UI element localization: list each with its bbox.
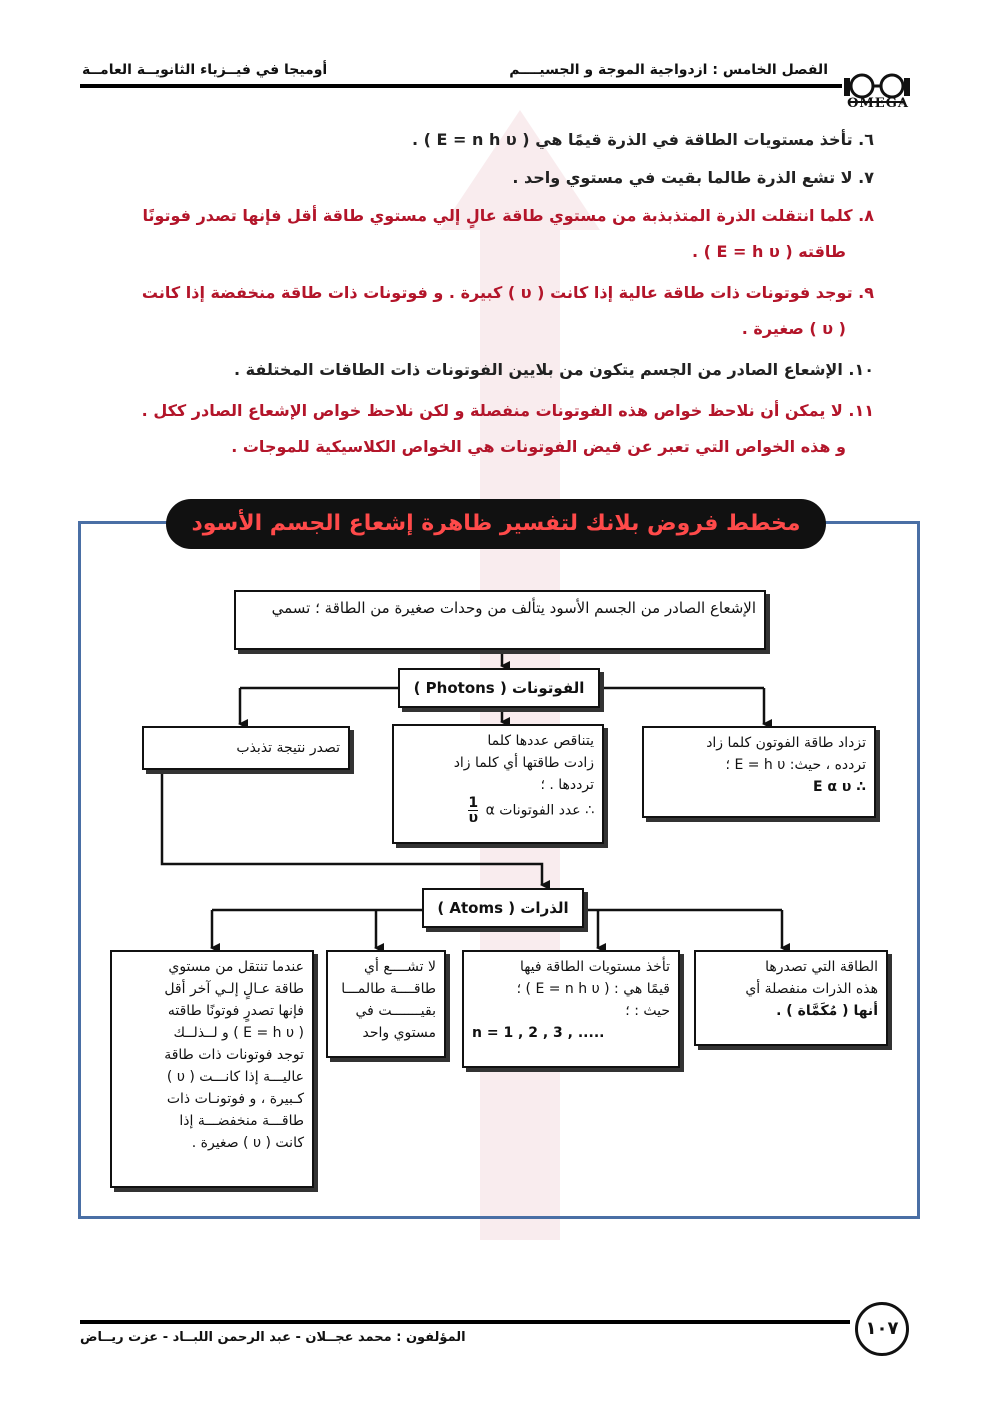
item-8: ٨. كلما انتقلت الذرة المتذبذبة من مستوي طاقة عالٍ إلي مستوي طاقة أقل فإنها تصدر فوتونًا — [142, 206, 874, 225]
fraction-denominator: υ — [468, 810, 479, 826]
atoms-node: الذرات ( Atoms ) — [422, 888, 584, 928]
atom-no-radiation-box — [326, 950, 446, 1058]
photon-energy-line3: ∴ E α υ — [812, 779, 866, 795]
item-9: ٩. توجد فوتونات ذات طاقة عالية إذا كانت ( υ ) كبيرة . و فوتونات ذات طاقة منخفضة إذا كانت — [141, 283, 874, 302]
item-7: ٧. لا تشع الذرة طالما بقيت في مستوي واحد . — [512, 168, 874, 187]
fraction — [468, 796, 478, 825]
atom-transition-line6: عاليـــة إذا كانـــت ( υ ) — [166, 1069, 304, 1085]
item-11-cont: و هذه الخواص التي تعبر عن فيض الفوتونات هي الخواص الكلاسيكية للموجات . — [231, 437, 846, 456]
atom-levels-box — [462, 950, 680, 1068]
photon-count-line4: ∴ عدد الفوتونات α — [485, 802, 594, 819]
atom-no-radiation-line4: مستوي واحد — [362, 1025, 436, 1041]
atom-levels-line3: حيث : ؛ — [625, 1003, 670, 1019]
photon-energy-line1: تزداد طاقة الفوتون كلما زاد — [706, 735, 866, 751]
atom-transition-line4: ( E = h υ ) و لــذلــك — [173, 1025, 304, 1041]
fraction-numerator: 1 — [468, 795, 479, 811]
atom-no-radiation-line2: طاقــــة طالمـــا — [341, 981, 436, 997]
photon-count-box — [392, 724, 604, 844]
logo-text: OMEGA — [847, 96, 909, 111]
atom-levels-line1: تأخذ مستويات الطاقة فيها — [519, 959, 670, 975]
atom-transition-line5: توجد فوتونات ذات طاقة — [164, 1047, 304, 1063]
photon-count-line1: يتناقص عددها كلما — [487, 733, 594, 749]
atom-no-radiation-line1: لا تشــــع أي — [364, 959, 436, 975]
item-10: ١٠. الإشعاع الصادر من الجسم يتكون من بلايين الفوتونات ذات الطاقات المختلفة . — [233, 360, 874, 379]
atom-quantized-line1: الطاقة التي تصدرها — [765, 959, 878, 975]
photons-node: الفوتونات ( Photons ) — [398, 668, 600, 708]
photon-source-box: تصدر نتيجة تذبذب — [142, 726, 350, 770]
atom-no-radiation-line3: بقيـــــــت في — [355, 1003, 436, 1019]
atom-quantized-line2: هذه الذرات منفصلة أي — [745, 981, 878, 997]
footer-rule — [80, 1320, 850, 1324]
item-6: ٦. تأخذ مستويات الطاقة في الذرة قيمًا هي ( E = n h υ ) . — [412, 130, 874, 149]
atom-transition-line3: فإنها تصدرٍ فوتونًا طاقته — [167, 1003, 304, 1019]
atom-transition-box — [110, 950, 314, 1188]
atom-transition-line7: كـبيرة ، و فوتونـات ذات — [166, 1091, 304, 1107]
diagram-title: مخطط فروض بلانك لتفسير ظاهرة إشعاع الجسم الأسود — [166, 499, 826, 549]
footer-authors: المؤلفون : محمد عجــلان - عبد الرحمن اللبــاد - عزت ريــاض — [80, 1330, 466, 1345]
item-8-cont: طاقته ( E = h υ ) . — [691, 242, 846, 261]
atom-transition-line2: طاقة عـالٍ إلـي آخر أقل — [164, 981, 304, 997]
photon-count-line3: ترددها . ؛ — [540, 777, 594, 793]
item-9-cont: ( υ ) صغيرة . — [741, 319, 846, 338]
atom-transition-line9: كانت ( υ ) صغيرة . — [191, 1135, 304, 1151]
page-number: ١٠٧ — [855, 1302, 909, 1356]
atom-quantized-box — [694, 950, 888, 1046]
photon-count-formula — [402, 796, 594, 825]
top-box: الإشعاع الصادر من الجسم الأسود يتألف من وحدات صغيرة من الطاقة ؛ تسمي — [234, 590, 766, 650]
atom-transition-line8: طاقـــة منخفضـــة إذا — [179, 1113, 304, 1129]
item-11: ١١. لا يمكن أن نلاحظ خواص هذه الفوتونات منفصلة و لكن نلاحظ خواص الإشعاع الصادر ككل . — [141, 401, 874, 420]
atom-quantized-line3: أنها ( مُكَمَّاة ) . — [776, 1003, 878, 1019]
atom-levels-line4: n = 1 , 2 , 3 , ..... — [472, 1025, 605, 1041]
photon-energy-line2: تردده ، حيث: E = h υ ؛ — [725, 757, 866, 773]
photon-energy-box — [642, 726, 876, 818]
header-book-title: أوميجا في فيــزياء الثانويــة العامــة — [82, 62, 328, 78]
atom-transition-line1: عندما تنتقل من مستوي — [168, 959, 304, 975]
photon-count-line2: زادت طاقتها أي كلما زاد — [453, 755, 594, 771]
header-chapter-title: الفصل الخامس : ازدواجية الموجة و الجسيــــم — [509, 62, 828, 78]
atom-levels-line2: قيمًا هي : ( E = n h υ ) ؛ — [516, 981, 670, 997]
